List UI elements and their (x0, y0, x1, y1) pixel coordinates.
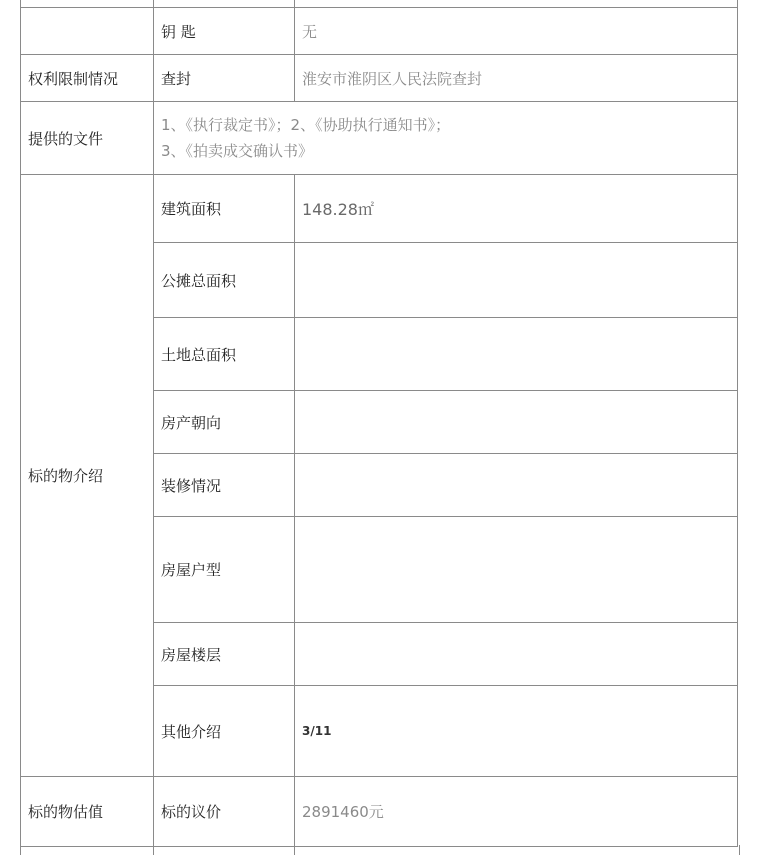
intro-label: 房屋户型 (154, 517, 295, 623)
files-value (154, 102, 738, 175)
intro-label: 房屋楼层 (154, 623, 295, 686)
intro-value (295, 517, 738, 623)
row-intro-area (21, 175, 738, 243)
valuation-group-label: 标的物估值 (21, 777, 154, 847)
table-continuation-divider (294, 845, 295, 855)
intro-group-label: 标的物介绍 (21, 175, 154, 777)
files-line-2: 3、《拍卖成交确认书》 (161, 142, 314, 160)
table-continuation-divider (153, 845, 154, 855)
table-continuation (20, 845, 740, 855)
intro-value (295, 454, 738, 517)
intro-label: 建筑面积 (154, 175, 295, 243)
cell-empty (21, 0, 154, 8)
row-key (21, 8, 738, 55)
intro-value (295, 391, 738, 454)
valuation-value: 2891460元 (295, 777, 738, 847)
key-label: 钥 匙 (154, 8, 295, 55)
intro-label: 房产朝向 (154, 391, 295, 454)
auction-info-table (20, 0, 738, 847)
files-line-1: 1、《执行裁定书》；2、《协助执行通知书》； (161, 116, 451, 134)
intro-label: 装修情况 (154, 454, 295, 517)
key-value: 无 (295, 8, 738, 55)
row-files (21, 102, 738, 175)
intro-value (295, 318, 738, 391)
rights-label: 查封 (154, 55, 295, 102)
row-top-cut (21, 0, 738, 8)
row-valuation (21, 777, 738, 847)
files-group-label: 提供的文件 (21, 102, 154, 175)
intro-value: 3/11 (295, 686, 738, 777)
rights-value: 淮安市淮阴区人民法院查封 (295, 55, 738, 102)
intro-value: 148.28㎡ (295, 175, 738, 243)
intro-value (295, 243, 738, 318)
intro-label: 公摊总面积 (154, 243, 295, 318)
intro-label: 其他介绍 (154, 686, 295, 777)
intro-value (295, 623, 738, 686)
auction-info-table-wrapper (20, 0, 738, 847)
valuation-label: 标的议价 (154, 777, 295, 847)
row-rights (21, 55, 738, 102)
cell-empty (295, 0, 738, 8)
cell-empty (154, 0, 295, 8)
rights-group-label: 权利限制情况 (21, 55, 154, 102)
cell-empty (21, 8, 154, 55)
intro-label: 土地总面积 (154, 318, 295, 391)
